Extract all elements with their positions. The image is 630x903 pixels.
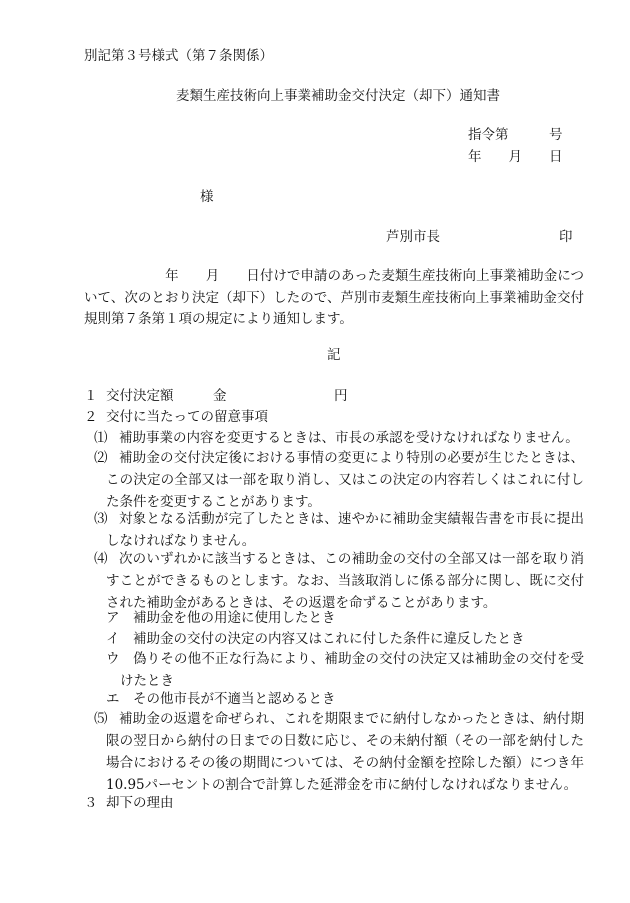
subitem-number: ア bbox=[106, 610, 120, 626]
section1-unit: 円 bbox=[334, 388, 348, 404]
section1-label: 交付決定額 bbox=[106, 388, 174, 404]
form-label: 別記第３号様式（第７条関係） bbox=[84, 48, 273, 64]
item-number: ⑶ bbox=[94, 511, 108, 527]
section3-label: 却下の理由 bbox=[106, 795, 174, 811]
document-title: 麦類生産技術向上事業補助金交付決定（却下）通知書 bbox=[176, 88, 500, 104]
subitem-number: エ bbox=[106, 691, 120, 707]
item-number: ⑷ bbox=[94, 551, 108, 567]
item-number: ⑴ bbox=[94, 430, 108, 446]
addressee-honorific: 様 bbox=[200, 189, 214, 205]
item-text: 補助金の交付決定後における事情の変更により特別の必要が生じたときは、この決定の全部又は一部を取り消し、又はこの決定の内容若しくはこれに付した条件を変更することがあります。 bbox=[106, 450, 584, 510]
subitem-text: 偽りその他不正な行為により、補助金の交付の決定又は補助金の交付を受けたとき bbox=[120, 651, 584, 689]
item-text: 次のいずれかに該当するときは、この補助金の交付の全部又は一部を取り消すことができるものとします。なお、当該取消しに係る部分に関し、既に交付された補助金があるときは、その返還を命ずることがあります。 bbox=[106, 551, 584, 611]
item-text: 対象となる活動が完了したときは、速やかに補助金実績報告書を市長に提出しなければなりません。 bbox=[106, 511, 584, 549]
section2-label: 交付に当たっての留意事項 bbox=[106, 409, 268, 425]
section3-number: ３ bbox=[84, 795, 98, 811]
body-paragraph: 年 月 日付けで申請のあった麦類生産技術向上事業補助金について、次のとおり決定（却下）したので、芦別市麦類生産技術向上事業補助金交付規則第７条第１項の規定により通知します。 bbox=[84, 268, 584, 327]
item-number: ⑵ bbox=[94, 450, 108, 466]
issuer-name: 芦別市長 bbox=[386, 229, 440, 245]
subitem-number: ウ bbox=[106, 651, 120, 667]
seal-mark: 印 bbox=[559, 229, 573, 245]
section2-number: ２ bbox=[84, 409, 98, 425]
subitem-text: 補助金の交付の決定の内容又はこれに付した条件に違反したとき bbox=[133, 631, 525, 647]
section1-number: １ bbox=[84, 388, 98, 404]
section1-currency-prefix: 金 bbox=[213, 388, 227, 404]
directive-number: 指令第 号 bbox=[468, 127, 563, 143]
ki-heading: 記 bbox=[327, 347, 341, 363]
subitem-text: 補助金を他の用途に使用したとき bbox=[133, 610, 336, 626]
item-number: ⑸ bbox=[94, 711, 108, 727]
item-text: 補助金の返還を命ぜられ、これを期限までに納付しなかったときは、納付期限の翌日から納付の日までの日数に応じ、その未納付額（その一部を納付した場合におけるその後の期間については、その納付金額を控除した額）につき年10.95パーセントの割合で計算した延滞金を市に納付しなければなりません。 bbox=[106, 711, 584, 793]
item-text: 補助事業の内容を変更するときは、市長の承認を受けなければなりません。 bbox=[119, 430, 579, 446]
issue-date: 年 月 日 bbox=[468, 149, 563, 165]
subitem-text: その他市長が不適当と認めるとき bbox=[133, 691, 336, 707]
subitem-number: イ bbox=[106, 631, 120, 647]
